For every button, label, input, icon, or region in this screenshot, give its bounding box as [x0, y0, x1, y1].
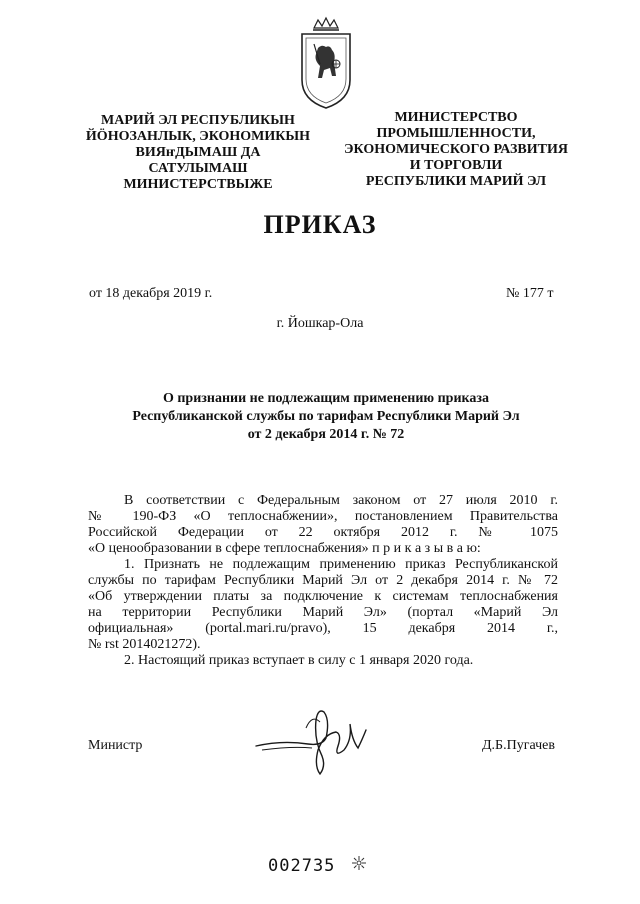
- body-line: на территории Республики Марий Эл» (портал «Марий Эл: [88, 605, 558, 620]
- city-name: г. Йошкар-Ола: [276, 316, 364, 331]
- body-line: В соответствии с Федеральным законом от 27 июля 2010 г.: [124, 493, 558, 508]
- handwritten-signature-icon: [252, 700, 372, 780]
- signer-name: Д.Б.Пугачев: [482, 738, 555, 753]
- body-line: 2. Настоящий приказ вступает в силу с 1 января 2020 года.: [124, 653, 474, 668]
- body-line: официальная» (portal.mari.ru/pravo), 15 декабря 2014 г.,: [88, 621, 558, 636]
- subject-line: Республиканской службы по тарифам Республики Марий Эл: [132, 409, 520, 424]
- header-right-line: И ТОРГОВЛИ: [409, 158, 503, 173]
- header-right-line: РЕСПУБЛИКИ МАРИЙ ЭЛ: [365, 174, 547, 189]
- body-line: № 190-ФЗ «О теплоснабжении», постановлением Правительства: [88, 509, 558, 524]
- subject-line: от 2 декабря 2014 г. № 72: [247, 427, 405, 442]
- order-number: № 177 т: [506, 286, 554, 301]
- body-line: № rst 2014021272).: [88, 637, 201, 652]
- header-left-line: ЙӦНОЗАНЛЫК, ЭКОНОМИКЫН: [85, 129, 311, 144]
- header-left-line: МИНИСТЕРСТВЫЖЕ: [123, 177, 273, 192]
- order-subject: [100, 390, 552, 444]
- header-left-line: МАРИЙ ЭЛ РЕСПУБЛИКЫН: [101, 113, 295, 128]
- header-right-line: МИНИСТЕРСТВО: [394, 110, 518, 125]
- header-left-ministry-mari: [84, 113, 312, 193]
- serial-number: 002735: [268, 856, 336, 876]
- coat-of-arms-icon: [296, 14, 356, 114]
- order-body: [88, 493, 558, 669]
- ornament-star-icon: [352, 856, 366, 870]
- body-line: «О ценообразовании в сфере теплоснабжения» п р и к а з ы в а ю:: [88, 541, 481, 556]
- header-left-line: САТУЛЫМАШ: [148, 161, 248, 176]
- header-right-ministry-russian: [338, 110, 574, 190]
- header-right-line: ПРОМЫШЛЕННОСТИ,: [376, 126, 536, 141]
- subject-line: О признании не подлежащим применению приказа: [162, 391, 490, 406]
- body-line: Российской Федерации от 22 октября 2012 г. № 1075: [88, 525, 558, 540]
- signer-position: Министр: [88, 738, 143, 753]
- body-line: службы по тарифам Республики Марий Эл от 2 декабря 2014 г. № 72: [88, 573, 558, 588]
- header-right-line: ЭКОНОМИЧЕСКОГО РАЗВИТИЯ: [344, 142, 568, 157]
- body-line: 1. Признать не подлежащим применению приказ Республиканской: [124, 557, 558, 572]
- header-left-line: ВИЯҥДЫМАШ ДА: [135, 145, 261, 160]
- document-title: ПРИКАЗ: [263, 210, 377, 239]
- order-date: от 18 декабря 2019 г.: [89, 286, 213, 301]
- body-line: «Об утверждении платы за подключение к системам теплоснабжения: [88, 589, 558, 604]
